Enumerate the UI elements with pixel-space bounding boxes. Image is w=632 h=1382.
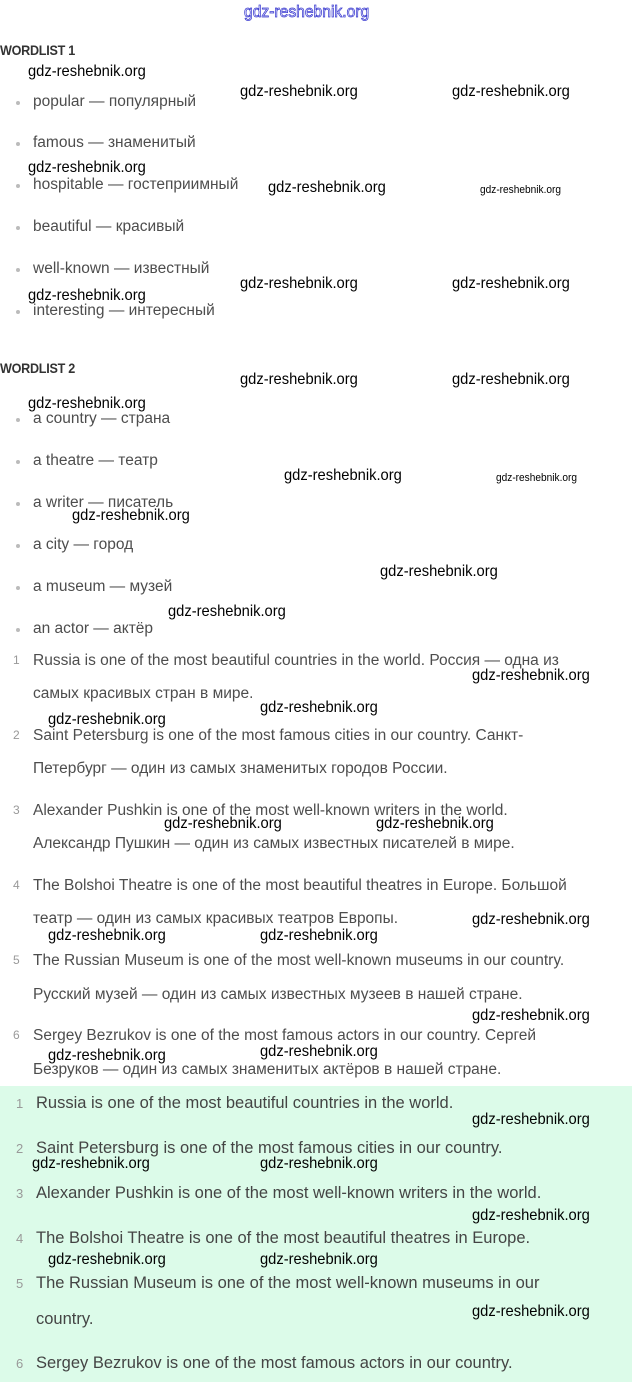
watermark: gdz-reshebnik.org [48, 711, 166, 728]
bullet-icon [16, 226, 20, 230]
watermark: gdz-reshebnik.org [244, 2, 370, 21]
list-item-text: popular — популярный [33, 93, 197, 110]
watermark: gdz-reshebnik.org [260, 1251, 378, 1268]
watermark: gdz-reshebnik.org [28, 63, 146, 80]
watermark: gdz-reshebnik.org [496, 472, 578, 484]
list-item-text: interesting — интересный [33, 302, 215, 319]
item-number: 4 [13, 878, 20, 892]
watermark: gdz-reshebnik.org [28, 395, 146, 412]
watermark: gdz-reshebnik.org [28, 159, 146, 176]
item-number: 3 [16, 1186, 24, 1201]
wordlist2-heading: WORDLIST 2 [0, 360, 76, 376]
watermark: gdz-reshebnik.org [268, 179, 386, 196]
list-item-text: a country — страна [33, 410, 171, 427]
sentence-russian: Петербург — один из самых знаменитых городов России. [33, 760, 448, 777]
watermark: gdz-reshebnik.org [260, 1043, 378, 1060]
answer-sentence: The Russian Museum is one of the most well-known museums in our [36, 1274, 540, 1292]
list-item-text: well-known — известный [33, 260, 210, 277]
item-number: 5 [13, 953, 20, 967]
bullet-icon [16, 418, 20, 422]
watermark: gdz-reshebnik.org [168, 603, 286, 620]
answer-sentence: Alexander Pushkin is one of the most well-known writers in the world. [36, 1184, 542, 1202]
item-number: 3 [13, 803, 20, 817]
watermark: gdz-reshebnik.org [164, 815, 282, 832]
watermark: gdz-reshebnik.org [48, 927, 166, 944]
bullet-icon [16, 310, 20, 314]
list-item-text: famous — знаменитый [33, 134, 196, 151]
watermark: gdz-reshebnik.org [480, 184, 562, 196]
watermark: gdz-reshebnik.org [452, 83, 570, 100]
watermark: gdz-reshebnik.org [240, 275, 358, 292]
list-item-text: a theatre — театр [33, 452, 158, 469]
sentence-russian: Александр Пушкин — один из самых известных писателей в мире. [33, 835, 515, 852]
watermark: gdz-reshebnik.org [260, 927, 378, 944]
watermark: gdz-reshebnik.org [48, 1047, 166, 1064]
watermark: gdz-reshebnik.org [380, 563, 498, 580]
bullet-icon [16, 460, 20, 464]
sentence-russian: самых красивых стран в мире. [33, 685, 254, 702]
sentence-russian: Безруков — один из самых знаменитых актёров в нашей стране. [33, 1061, 502, 1078]
watermark: gdz-reshebnik.org [376, 815, 494, 832]
bullet-icon [16, 544, 20, 548]
watermark: gdz-reshebnik.org [452, 371, 570, 388]
watermark: gdz-reshebnik.org [472, 1111, 590, 1128]
watermark: gdz-reshebnik.org [452, 275, 570, 292]
list-item-text: a museum — музей [33, 578, 173, 595]
item-number: 1 [13, 653, 20, 667]
item-number: 2 [13, 728, 20, 742]
watermark: gdz-reshebnik.org [240, 83, 358, 100]
watermark: gdz-reshebnik.org [240, 371, 358, 388]
bullet-icon [16, 268, 20, 272]
list-item-text: a city — город [33, 536, 134, 553]
bullet-icon [16, 502, 20, 506]
watermark: gdz-reshebnik.org [472, 1007, 590, 1024]
answer-sentence: Russia is one of the most beautiful countries in the world. [36, 1094, 454, 1112]
watermark: gdz-reshebnik.org [32, 1155, 150, 1172]
wordlist1-heading: WORDLIST 1 [0, 42, 76, 58]
bullet-icon [16, 142, 20, 146]
item-number: 6 [13, 1028, 20, 1042]
watermark: gdz-reshebnik.org [260, 699, 378, 716]
item-number: 5 [16, 1276, 24, 1291]
item-number: 2 [16, 1141, 24, 1156]
answer-sentence: Sergey Bezrukov is one of the most famous actors in our country. [36, 1354, 513, 1372]
watermark: gdz-reshebnik.org [472, 911, 590, 928]
answer-sentence: The Bolshoi Theatre is one of the most beautiful theatres in Europe. [36, 1229, 531, 1247]
bullet-icon [16, 101, 20, 105]
watermark: gdz-reshebnik.org [48, 1251, 166, 1268]
list-item-text: an actor — актёр [33, 620, 154, 637]
sentence-english: Saint Petersburg is one of the most famous cities in our country. Санкт- [33, 727, 524, 744]
sentence-english: Alexander Pushkin is one of the most well-known writers in the world. [33, 802, 508, 819]
sentence-english: The Bolshoi Theatre is one of the most beautiful theatres in Europe. Большой [33, 877, 567, 894]
sentence-english: Russia is one of the most beautiful countries in the world. Россия — одна из [33, 652, 559, 669]
item-number: 6 [16, 1356, 24, 1371]
sentence-english: Sergey Bezrukov is one of the most famous actors in our country. Сергей [33, 1027, 537, 1044]
answer-sentence-continued: country. [36, 1310, 94, 1328]
answer-sentence: Saint Petersburg is one of the most famous cities in our country. [36, 1139, 503, 1157]
list-item-text: hospitable — гостеприимный [33, 176, 239, 193]
item-number: 4 [16, 1231, 24, 1246]
item-number: 1 [16, 1096, 24, 1111]
sentence-russian: Русский музей — один из самых известных музеев в нашей стране. [33, 986, 523, 1003]
watermark: gdz-reshebnik.org [284, 467, 402, 484]
watermark: gdz-reshebnik.org [28, 287, 146, 304]
watermark: gdz-reshebnik.org [72, 507, 190, 524]
watermark: gdz-reshebnik.org [472, 667, 590, 684]
watermark: gdz-reshebnik.org [472, 1207, 590, 1224]
sentence-english: The Russian Museum is one of the most well-known museums in our country. [33, 952, 565, 969]
bullet-icon [16, 586, 20, 590]
watermark: gdz-reshebnik.org [472, 1303, 590, 1320]
list-item-text: a writer — писатель [33, 494, 174, 511]
watermark: gdz-reshebnik.org [260, 1155, 378, 1172]
list-item-text: beautiful — красивый [33, 218, 185, 235]
sentence-russian: театр — один из самых красивых театров Европы. [33, 910, 399, 927]
bullet-icon [16, 184, 20, 188]
bullet-icon [16, 628, 20, 632]
